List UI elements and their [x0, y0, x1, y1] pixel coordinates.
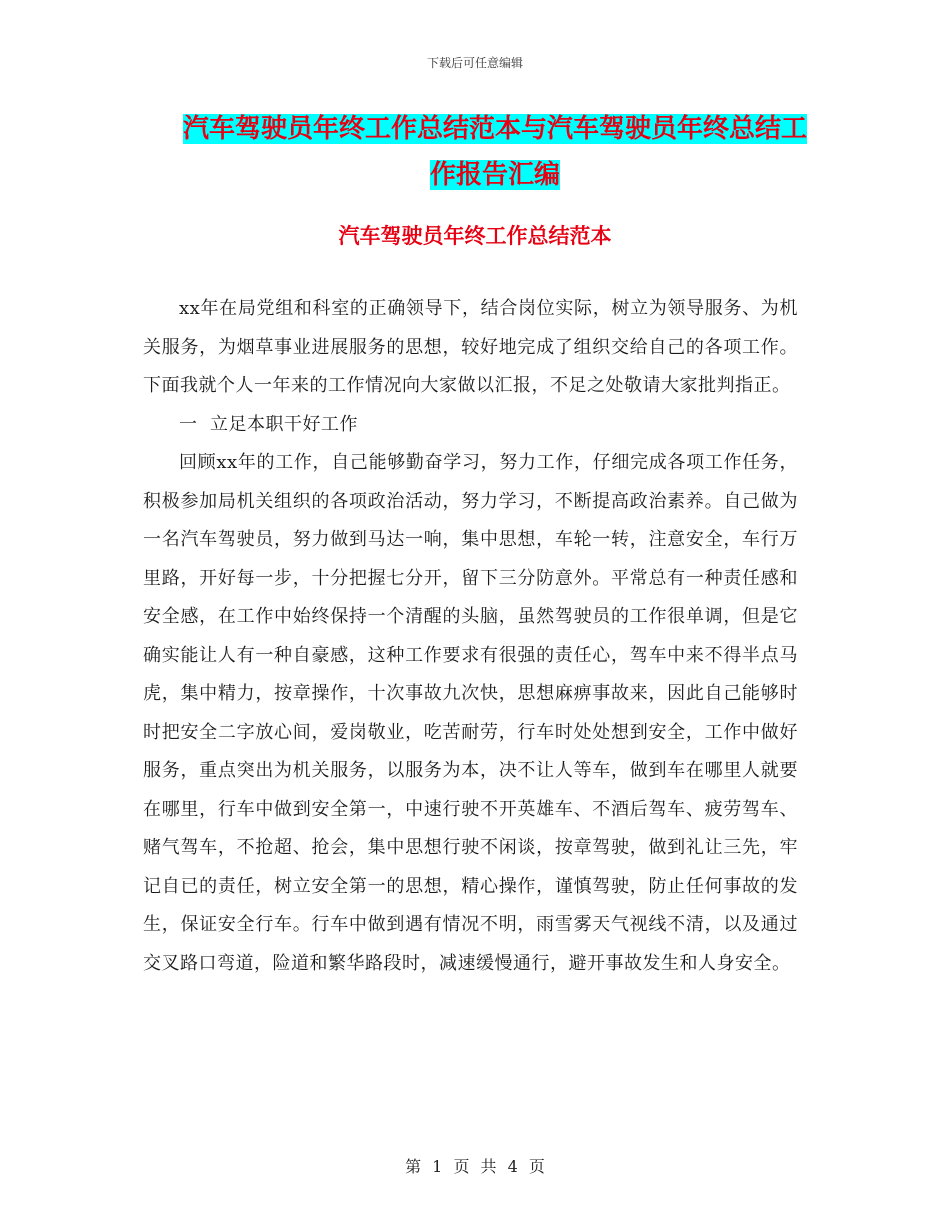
paragraph-review: 回顾xx年的工作，自己能够勤奋学习，努力工作，仔细完成各项工作任务，积极参加局机关组织的各项政治活动，努力学习，不断提高政治素养。自己做为一名汽车驾驶员，努力做到马达一响，集中思想，车轮一转，注意安全，车行万里路，开好每一步，十分把握七分开，留下三分防意外。平常总有一种责任感和安全感，在工作中始终保持一个清醒的头脑，虽然驾驶员的工作很单调，但是它确实能让人有一种自豪感，这种工作要求有很强的责任心，驾车中来不得半点马虎，集中精力，按章操作，十次事故九次快，思想麻痹事故来，因此自己能够时时把安全二字放心间，爱岗敬业，吃苦耐劳，行车时处处想到安全，工作中做好服务，重点突出为机关服务，以服务为本，决不让人等车，做到车在哪里人就要在哪里，行车中做到安全第一，中速行驶不开英雄车、不酒后驾车、疲劳驾车、赌气驾车，不抢超、抢会，集中思想行驶不闲谈，按章驾驶，做到礼让三先，牢记自已的责任，树立安全第一的思想，精心操作，谨慎驾驶，防止任何事故的发生，保证安全行车。行车中做到遇有情况不明，雨雪雾天气视线不清，以及通过交叉路口弯道，险道和繁华路段时，减速缓慢通行，避开事故发生和人身安全。 — [143, 452, 798, 974]
document-title-text: 汽车驾驶员年终工作总结范本与汽车驾驶员年终总结工作报告汇编 — [182, 114, 807, 190]
header-note: 下载后可任意编辑 — [426, 56, 523, 70]
section-title: 汽车驾驶员年终工作总结范本 — [338, 223, 612, 248]
document-title — [180, 106, 810, 198]
paragraph-intro: xx年在局党组和科室的正确领导下，结合岗位实际，树立为领导服务、为机关服务，为烟草事业进展服务的思想，较好地完成了组织交给自己的各项工作。下面我就个人一年来的工作情况向大家做以汇报，不足之处敬请大家批判指正。 — [143, 298, 798, 396]
document-body — [143, 290, 798, 983]
paragraph-heading: 一 立足本职干好工作 — [179, 413, 358, 435]
page-number: 第 1 页 共 4 页 — [405, 1157, 545, 1176]
